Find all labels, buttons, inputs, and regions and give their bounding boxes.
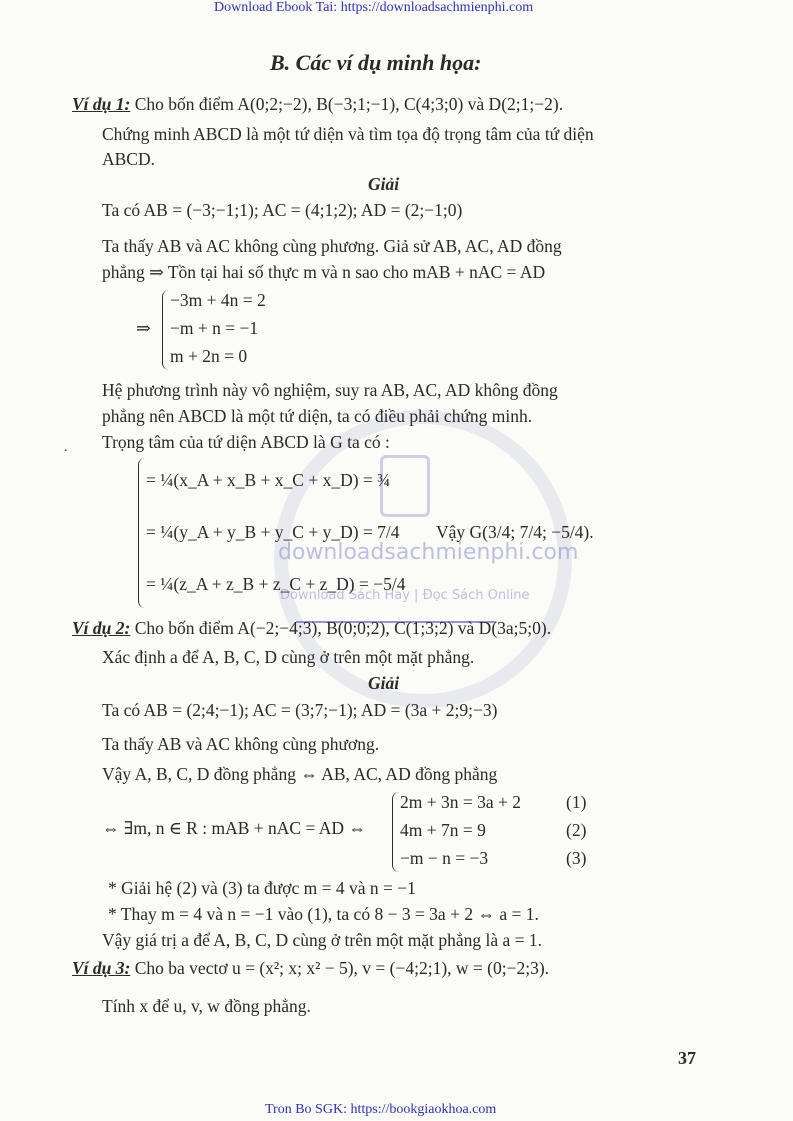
solution-label-2: Giải (368, 673, 400, 693)
ex2-line2: Ta thấy AB và AC không cùng phương. (102, 734, 380, 754)
watermark-site: downloadsachmienphi.com (278, 540, 579, 565)
example-1-label: Ví dụ 1: (72, 94, 131, 114)
ex1-line2b: phẳng ⇒ Tồn tại hai số thực m và n sao cho mAB + nAC = AD (102, 262, 546, 282)
system-brace-1 (162, 290, 169, 370)
ex2-equivalence: ⇔ ∃m, n ∈ R : mAB + nAC = AD ⇔ (102, 818, 366, 838)
ex2-bullet-1: * Giải hệ (2) và (3) ta được m = 4 và n = −1 (108, 878, 416, 898)
ex2-bullet-2: * Thay m = 4 và n = −1 vào (1), ta có 8 − 3 = 3a + 2 ⇔ a = 1. (108, 904, 539, 924)
section-title: B. Các ví dụ minh họa: (270, 50, 482, 75)
eq-tag-3: (3) (566, 848, 587, 868)
ex1-vectors: Ta có AB = (−3;−1;1); AC = (4;1;2); AD = (2;−1;0) (102, 200, 463, 220)
ex1-line2a: Ta thấy AB và AC không cùng phương. Giả sử AB, AC, AD đồng (102, 236, 562, 256)
ex2-sys-3: −m − n = −3 (400, 848, 489, 868)
example-2-prompt-line2: Xác định a để A, B, C, D cùng ở trên một mặt phẳng. (102, 647, 475, 667)
eq-tag-1: (1) (566, 792, 587, 812)
ex1-gx: = ¼(x_A + x_B + x_C + x_D) = ¾ (146, 470, 391, 490)
implies-arrow: ⇒ (136, 318, 151, 338)
example-3-intro (72, 958, 549, 979)
ex1-gz: = ¼(z_A + z_B + z_C + z_D) = −5/4 (146, 574, 406, 594)
solution-label-1: Giải (368, 174, 400, 194)
eq-tag-2: (2) (566, 820, 587, 840)
page-number: 37 (678, 1048, 696, 1068)
watermark-tagline: Download Sách Hay | Đọc Sách Online (280, 588, 530, 603)
ex1-line3b: phẳng nên ABCD là một tứ diện, ta có điều phải chứng minh. (102, 406, 533, 426)
example-1-prompt: Cho bốn điểm A(0;2;−2), B(−3;1;−1), C(4;3;0) và D(2;1;−2). (134, 94, 564, 114)
ex1-line4: Trọng tâm của tứ diện ABCD là G ta có : (102, 432, 390, 452)
example-3-label: Ví dụ 3: (72, 958, 131, 978)
ex1-sys-3: m + 2n = 0 (170, 346, 248, 366)
example-2-intro (72, 618, 551, 639)
header-link[interactable]: Download Ebook Tai: https://downloadsachmienphi.com (214, 0, 534, 15)
ex1-line3a: Hệ phương trình này vô nghiệm, suy ra AB, AC, AD không đồng (102, 380, 558, 400)
ex1-gy: = ¼(y_A + y_B + y_C + y_D) = 7/4 (146, 522, 400, 542)
example-2-label: Ví dụ 2: (72, 618, 131, 638)
example-3-prompt-line2: Tính x để u, v, w đồng phẳng. (102, 996, 311, 1016)
ex2-sys-1: 2m + 3n = 3a + 2 (400, 792, 521, 812)
example-3-prompt: Cho ba vectơ u = (x²; x; x² − 5), v = (−4;2;1), w = (0;−2;3). (134, 958, 550, 978)
footer-link[interactable]: Tron Bo SGK: https://bookgiaokhoa.com (265, 1102, 497, 1117)
margin-dot: . (64, 440, 68, 455)
example-1-prompt-line2: Chứng minh ABCD là một tứ diện và tìm tọa độ trọng tâm của tứ diện (102, 124, 594, 144)
ex2-vectors: Ta có AB = (2;4;−1); AC = (3;7;−1); AD = (3a + 2;9;−3) (102, 700, 498, 720)
ex1-sys-2: −m + n = −1 (170, 318, 259, 338)
example-1-intro (72, 94, 563, 115)
ex2-conclusion: Vậy giá trị a để A, B, C, D cùng ở trên một mặt phẳng là a = 1. (102, 930, 543, 950)
centroid-brace (138, 458, 145, 608)
example-1-prompt-line3: ABCD. (102, 149, 155, 169)
ex2-line3: Vậy A, B, C, D đồng phẳng ⇔ AB, AC, AD đồng phẳng (102, 764, 498, 784)
ex2-sys-2: 4m + 7n = 9 (400, 820, 486, 840)
example-2-prompt: Cho bốn điểm A(−2;−4;3), B(0;0;2), C(1;3;2) và D(3a;5;0). (134, 618, 552, 638)
system-brace-2 (392, 792, 399, 872)
ex1-sys-1: −3m + 4n = 2 (170, 290, 266, 310)
ex1-result: Vậy G(3/4; 7/4; −5/4). (436, 522, 594, 542)
